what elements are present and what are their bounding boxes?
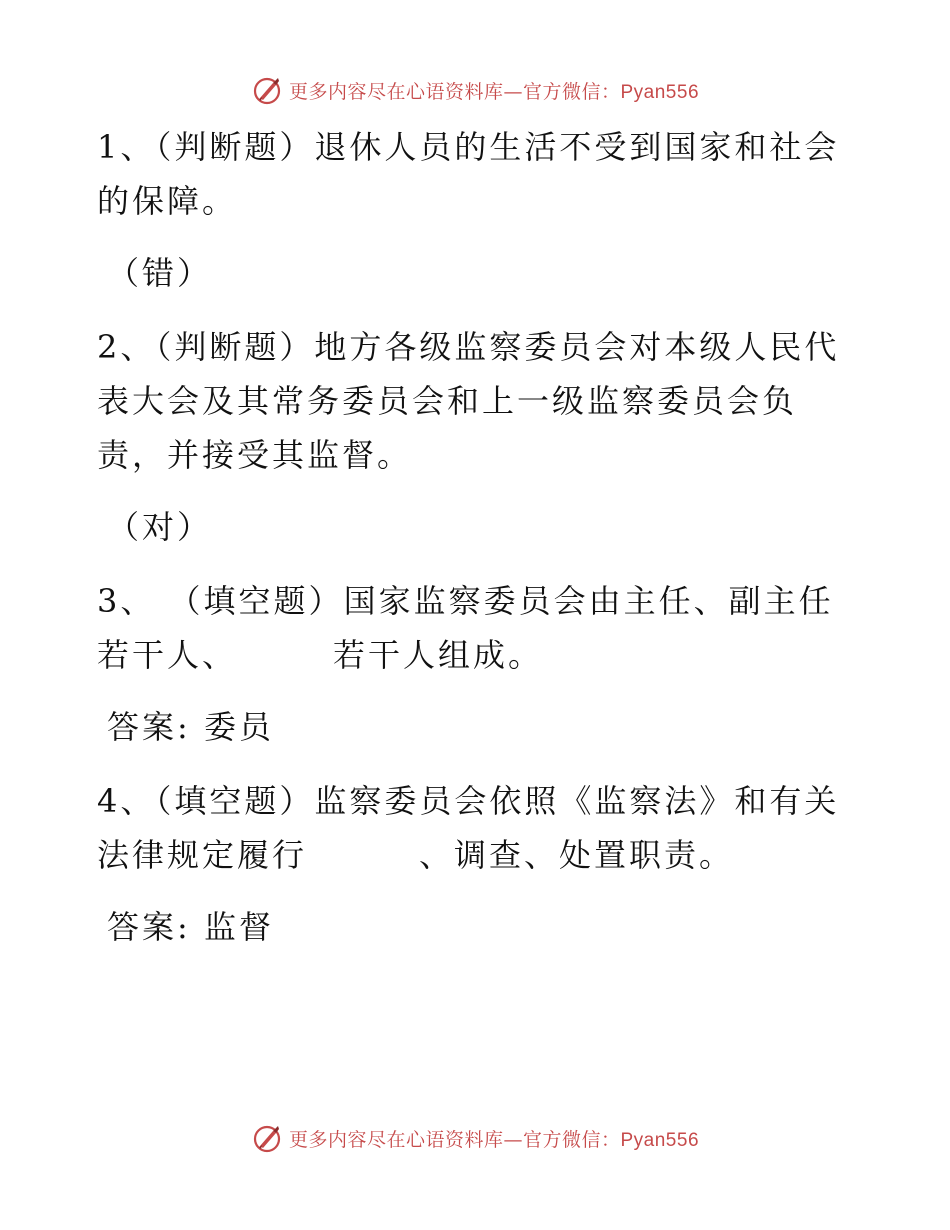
quill-pen-logo-icon xyxy=(251,1122,283,1154)
watermark-text: 更多内容尽在心语资料库—官方微信：Pyan556 xyxy=(288,1128,700,1151)
question-1: 1、（判断题）退休人员的生活不受到国家和社会的保障。 xyxy=(97,128,840,220)
watermark-text: 更多内容尽在心语资料库—官方微信：Pyan556 xyxy=(288,80,700,103)
answer-4: 答案: 监督 xyxy=(107,908,274,946)
watermark-banner-bottom xyxy=(0,1118,950,1158)
watermark-banner-top xyxy=(0,70,950,110)
answer-3: 答案: 委员 xyxy=(107,708,274,746)
answer-1: （错） xyxy=(107,254,213,292)
quill-pen-logo-icon xyxy=(251,74,283,106)
answer-2: （对） xyxy=(107,508,213,546)
document-body xyxy=(97,120,857,974)
question-4: 4、（填空题）监察委员会依照《监察法》和有关法律规定履行 、调查、处置职责。 xyxy=(97,782,840,874)
question-2: 2、（判断题）地方各级监察委员会对本级人民代表大会及其常务委员会和上一级监察委员会负责，并接受其监督。 xyxy=(97,328,840,474)
question-3: 3、 （填空题）国家监察委员会由主任、副主任若干人、 若干人组成。 xyxy=(97,582,834,674)
